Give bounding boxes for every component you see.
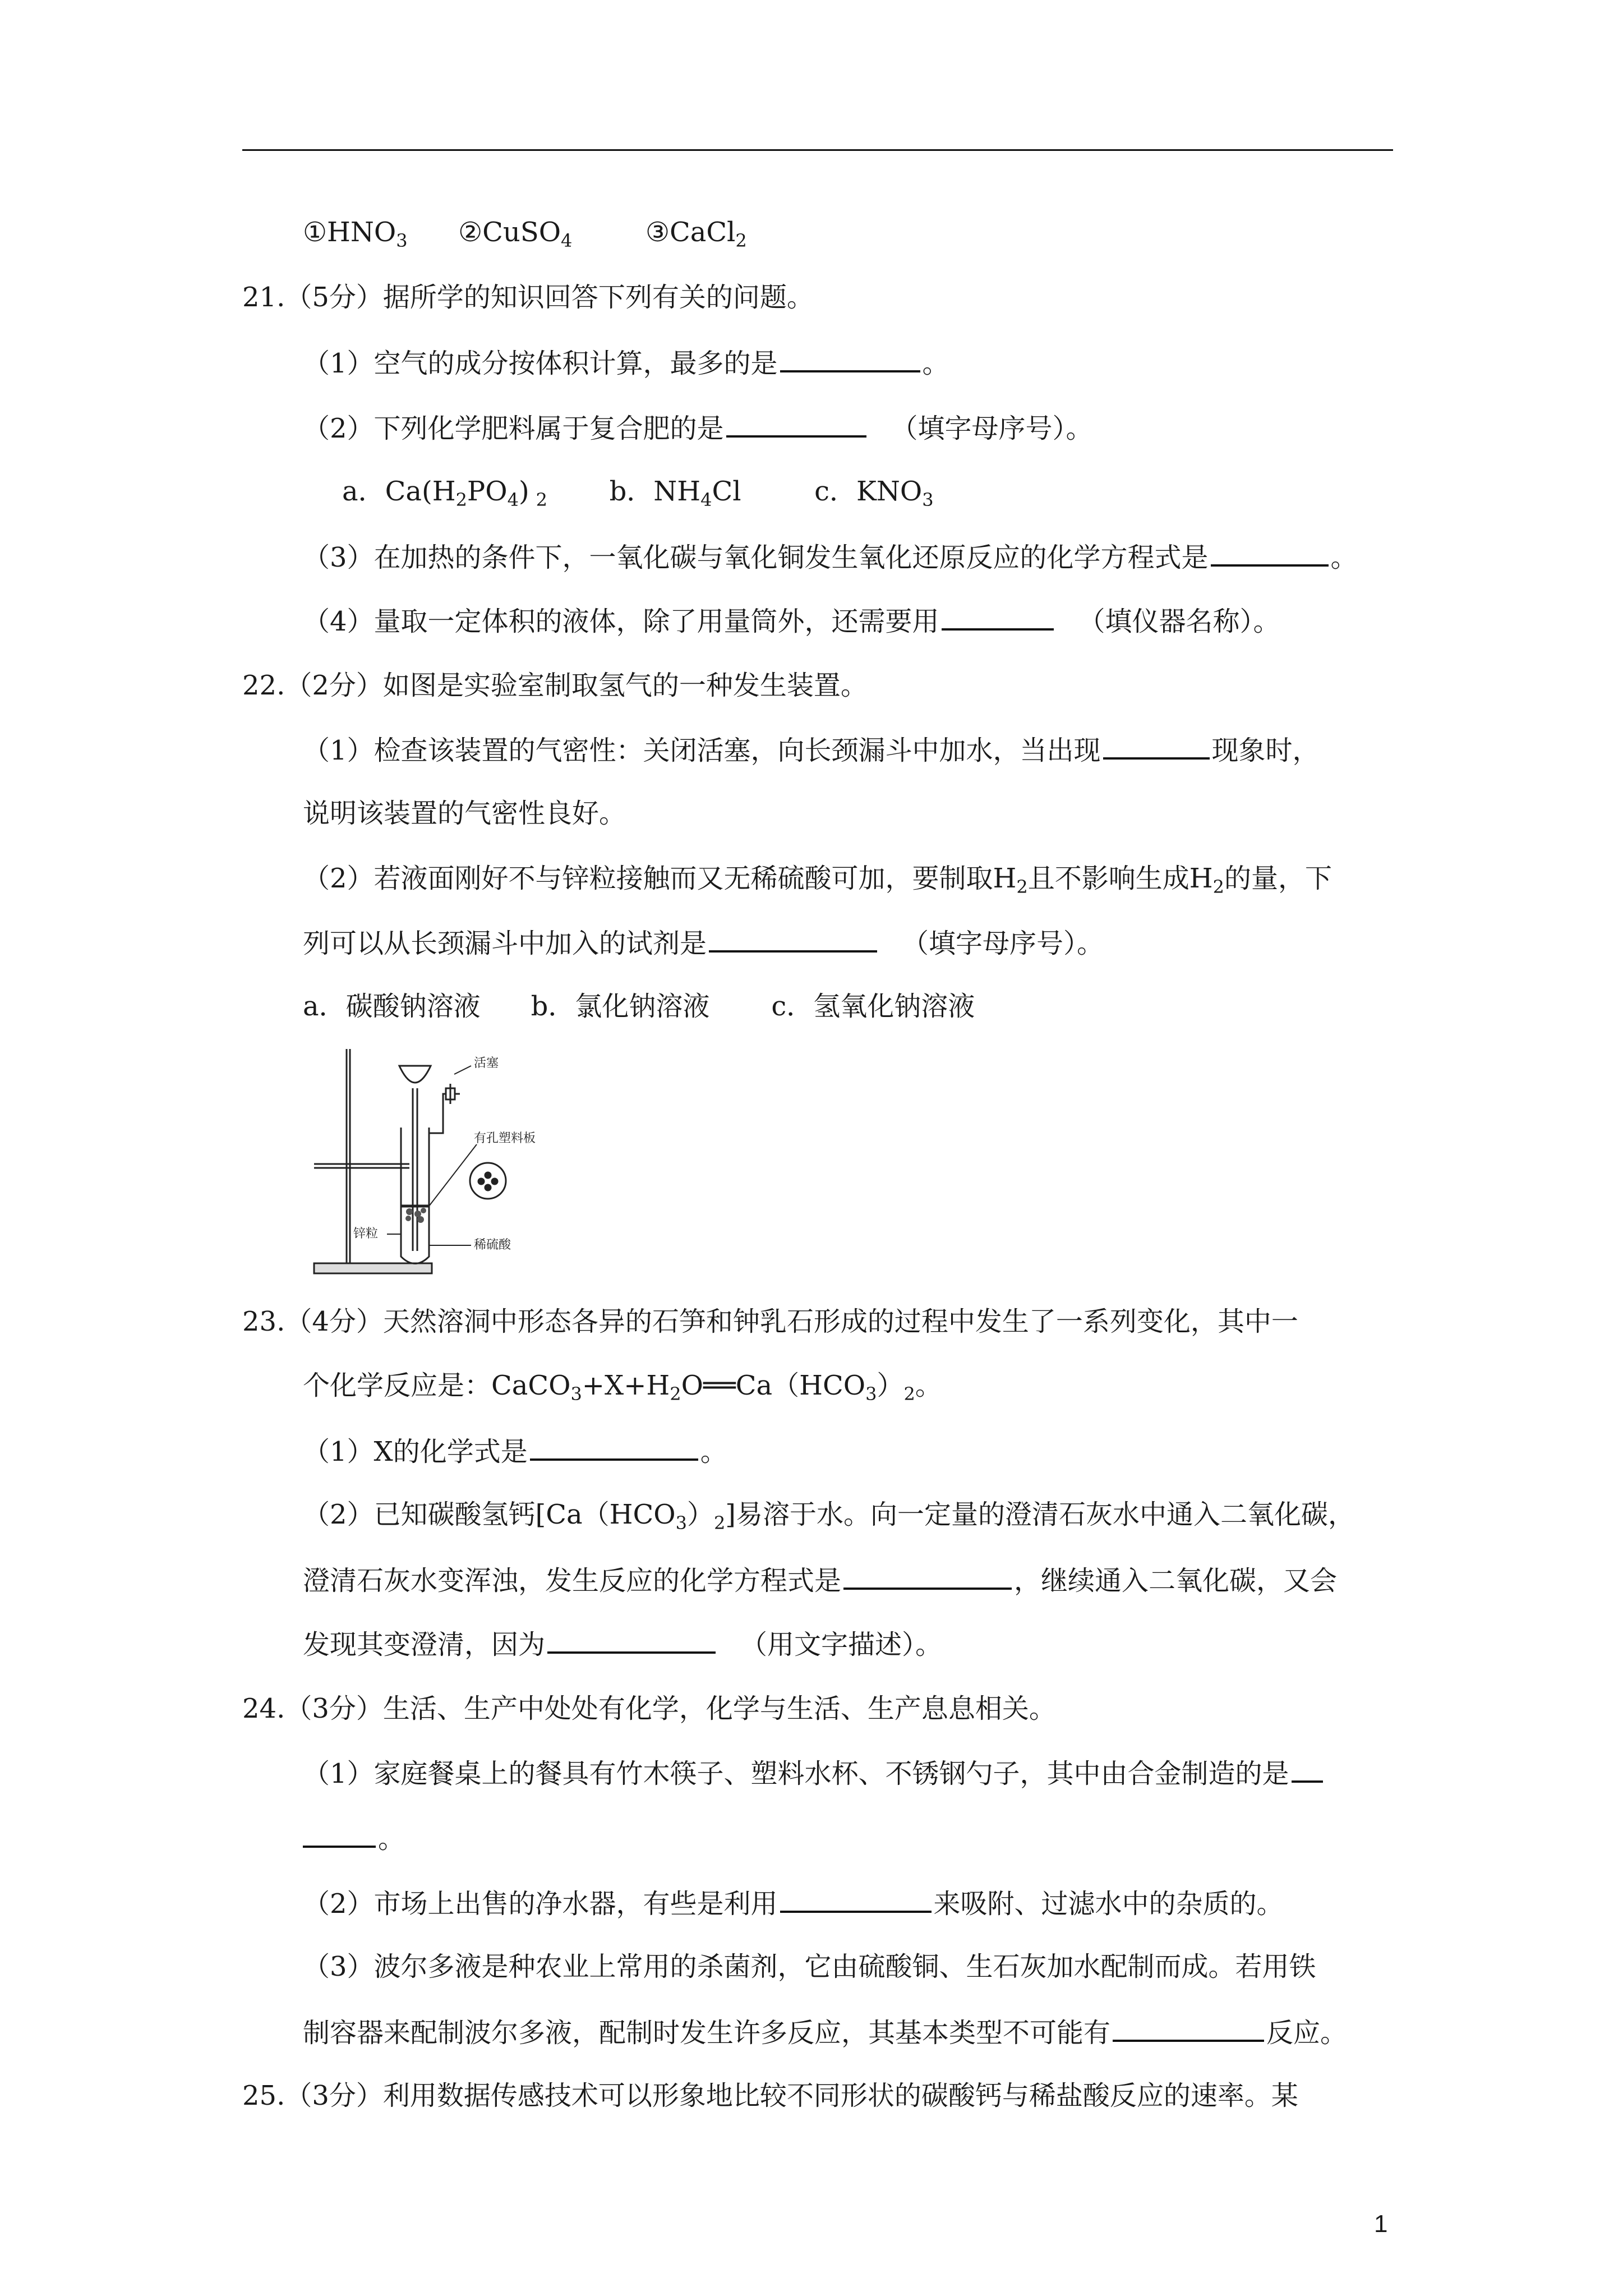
q21-part1: （1）空气的成分按体积计算，最多的是 。 [303,346,949,380]
answer-blank[interactable] [303,1821,376,1848]
label-stopcock: 活塞 [474,1056,499,1070]
answer-blank[interactable] [780,346,920,372]
q23-equation: 个化学反应是：$CaCO_3+X+H_2O══Ca(HCO_3)_2$。 [303,1370,942,1405]
label-dilute-acid: 稀硫酸 [474,1238,511,1252]
q23-stem: 23.（4分）天然溶洞中形态各异的石笋和钟乳石形成的过程中发生了一系列变化，其中一 [242,1306,1298,1337]
answer-blank[interactable] [843,1563,1012,1590]
answer-blank[interactable] [530,1434,698,1461]
answer-blank[interactable] [726,411,866,438]
q22-stem: 22.（2分）如图是实验室制取氢气的一种发生装置。 [242,670,868,701]
answer-blank[interactable] [1292,1756,1323,1783]
q25-stem: 25.（3分）利用数据传感技术可以形象地比较不同形状的碳酸钙与稀盐酸反应的速率。某 [242,2080,1298,2111]
q23-part2: （2）已知碳酸氢钙$[Ca(HCO_3)_2]$易溶于水。向一定量的澄清石灰水中通入二氧化碳， [303,1499,1355,1534]
answer-blank[interactable] [1211,540,1329,567]
q21-part2-options: a．$Ca(H_2PO_4)$ $_2$ b．$NH_4Cl$ c．$KNO_3$ [342,476,934,510]
q24-part3: （3）波尔多液是种农业上常用的杀菌剂，它由硫酸铜、生石灰加水配制而成。若用铁 [303,1951,1316,1982]
q22-part2: （2）若液面刚好不与锌粒接触而又无稀硫酸可加，要制取$H_2$且不影响生成$H_2$的量，下 [303,863,1332,898]
q22-part1: （1）检查该装置的气密性：关闭活塞，向长颈漏斗中加水，当出现 现象时， [303,733,1320,767]
q24-stem: 24.（3分）生活、生产中处处有化学，化学与生活、生产息息相关。 [242,1693,1056,1724]
q24-part1-line2: 。 [303,1821,405,1856]
q23-part2-line2: 澄清石灰水变浑浊，发生反应的化学方程式是 ，继续通入二氧化碳，又会 [303,1563,1337,1598]
q21-part2: （2）下列化学肥料属于复合肥的是 （填字母序号）。 [303,411,1093,445]
answer-blank[interactable] [1113,2015,1264,2042]
q24-part1: （1）家庭餐桌上的餐具有竹木筷子、塑料水杯、不锈钢勺子，其中由合金制造的是 [303,1756,1325,1791]
q20-options: $①HNO_3$ ②CuSO$_4$ ③CaCl$_2$ [303,217,747,251]
q21-stem: 21.（5分）据所学的知识回答下列有关的问题。 [242,282,814,313]
q24-part2: （2）市场上出售的净水器，有些是利用 来吸附、过滤水中的杂质的。 [303,1886,1284,1921]
q23-part2-line3: 发现其变澄清，因为 （用文字描述）。 [303,1627,942,1662]
q21-part3: （3）在加热的条件下，一氧化碳与氧化铜发生氧化还原反应的化学方程式是 。 [303,540,1358,574]
label-zinc: 锌粒 [353,1227,379,1241]
q22-part2-line2: 列可以从长颈漏斗中加入的试剂是 （填字母序号）。 [303,926,1104,960]
q23-part1: （1）X的化学式是 。 [303,1434,727,1469]
label-perforated-plate: 有孔塑料板 [474,1131,536,1145]
answer-blank[interactable] [547,1627,716,1654]
answer-blank[interactable] [709,926,877,953]
page-number: 1 [1374,2210,1388,2238]
answer-blank[interactable] [1103,733,1210,760]
q22-options: a．碳酸钠溶液 b．氯化钠溶液 c．氢氧化钠溶液 [303,991,975,1022]
q24-part3-line2: 制容器来配制波尔多液，配制时发生许多反应，其基本类型不可能有 反应。 [303,2015,1347,2050]
header-rule [242,149,1393,151]
q21-part4: （4）量取一定体积的液体，除了用量筒外，还需要用 （填仪器名称）。 [303,604,1280,638]
q22-part1-line2: 说明该装置的气密性良好。 [303,798,626,829]
hydrogen-generator-figure [303,1043,594,1279]
answer-blank[interactable] [780,1886,932,1913]
answer-blank[interactable] [942,604,1054,631]
